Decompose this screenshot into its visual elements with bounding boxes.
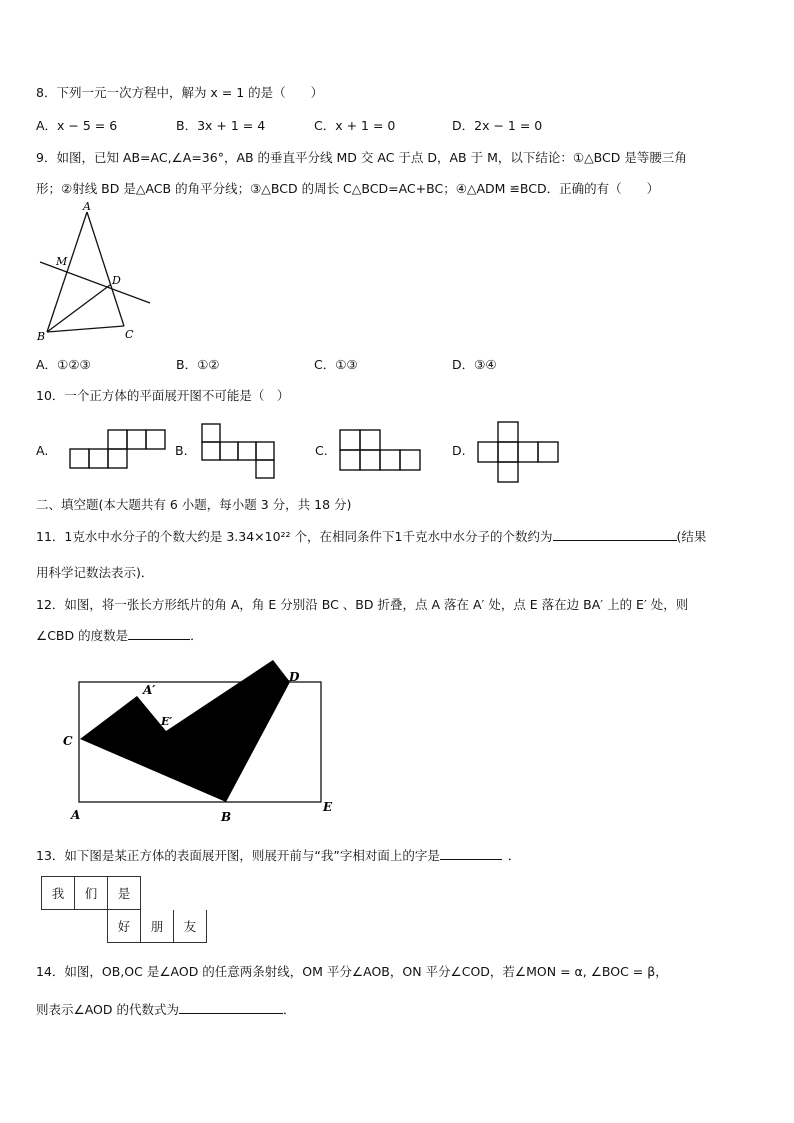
q13-cube-net <box>41 876 207 943</box>
q13-line <box>36 846 520 864</box>
q9-label-m: M <box>56 255 68 268</box>
q10-net-d <box>477 420 561 484</box>
q12-line1: 12．如图，将一张长方形纸片的角 A，角 E 分别沿 BC 、BD 折叠，点 A 落在 A′ 处，点 E 落在边 BA′ 上的 E′ 处，则 <box>36 597 689 612</box>
q9-label-c: C <box>125 328 134 341</box>
q9-option-d: D．③④ <box>452 357 497 372</box>
q12-label-b: B <box>221 810 232 824</box>
q11-text: 11．1克水中水分子的个数大约是 3.34×10²² 个，在相同条件下1千克水中水分子的个数约为 <box>36 529 553 544</box>
q12-label-e: E <box>323 800 333 814</box>
net-cell-you: 友 <box>174 910 207 943</box>
q12-answer-blank[interactable] <box>128 639 190 640</box>
q12-label-d: D <box>289 670 300 684</box>
q11-line2: 用科学记数法表示)． <box>36 565 154 580</box>
q10-net-a <box>68 428 170 472</box>
q10-stem: 10．一个正方体的平面展开图不可能是（ ） <box>36 388 290 403</box>
q12-label-a: A <box>71 808 81 822</box>
q9-triangle-figure <box>30 198 160 346</box>
q12-period: ． <box>190 628 203 643</box>
q12-fold-figure <box>60 654 345 826</box>
q8-option-b: B．3x + 1 = 4 <box>176 118 266 133</box>
q12-line2 <box>36 626 203 644</box>
q8-option-a: A．x − 5 = 6 <box>36 118 118 133</box>
q12-label-e-prime: E′ <box>161 715 173 728</box>
q13-text: 13．如下图是某正方体的表面展开图，则展开前与“我”字相对面上的字是 <box>36 848 440 863</box>
q9-option-b: B．①② <box>176 357 220 372</box>
q9-label-d: D <box>112 274 121 287</box>
q12-label-c: C <box>63 734 73 748</box>
q14-line1: 14．如图，OB,OC 是∠AOD 的任意两条射线，OM 平分∠AOB，ON 平分∠COD，若∠MON = α, ∠BOC = β， <box>36 964 668 979</box>
q13-answer-blank[interactable] <box>440 859 502 860</box>
section-heading: 二、填空题(本大题共有 6 小题，每小题 3 分，共 18 分) <box>36 497 352 512</box>
q11-line1 <box>36 527 706 545</box>
q10-option-c-label: C. <box>315 443 328 458</box>
q9-option-a: A．①②③ <box>36 357 91 372</box>
q8-stem: 8．下列一元一次方程中，解为 x = 1 的是（ ） <box>36 85 324 100</box>
q14-line2 <box>36 1000 296 1018</box>
net-cell-peng: 朋 <box>141 910 174 943</box>
q10-net-b <box>200 422 280 480</box>
q10-option-a-label: A. <box>36 443 49 458</box>
q9-line2: 形；②射线 BD 是△ACB 的角平分线；③△BCD 的周长 C△BCD=AC+BC；④△ADM ≌BCD．正确的有（ ） <box>36 181 660 196</box>
net-cell-wo: 我 <box>41 876 75 910</box>
q10-option-d-label: D. <box>452 443 466 458</box>
q14-answer-blank[interactable] <box>179 1013 283 1014</box>
q9-option-c: C．①③ <box>314 357 358 372</box>
q14-period: ． <box>282 1002 296 1017</box>
q12-text: ∠CBD 的度数是 <box>36 628 129 643</box>
q10-option-b-label: B. <box>175 443 188 458</box>
net-cell-hao: 好 <box>107 910 141 943</box>
q11-tail: (结果 <box>676 529 707 544</box>
q13-period: ． <box>507 848 521 863</box>
q14-text: 则表示∠AOD 的代数式为 <box>36 1002 179 1017</box>
q9-line1: 9．如图，已知 AB=AC,∠A=36°，AB 的垂直平分线 MD 交 AC 于点 D，AB 于 M，以下结论：①△BCD 是等腰三角 <box>36 150 687 165</box>
q9-label-b: B <box>37 330 46 343</box>
q8-option-d: D．2x − 1 = 0 <box>452 118 543 133</box>
q11-answer-blank[interactable] <box>553 540 677 541</box>
q9-label-a: A <box>83 200 91 213</box>
q12-label-a-prime: A′ <box>143 683 156 697</box>
q8-option-c: C．x + 1 = 0 <box>314 118 396 133</box>
net-cell-shi: 是 <box>108 876 141 910</box>
q10-net-c <box>338 428 424 472</box>
net-cell-men: 们 <box>75 876 108 910</box>
